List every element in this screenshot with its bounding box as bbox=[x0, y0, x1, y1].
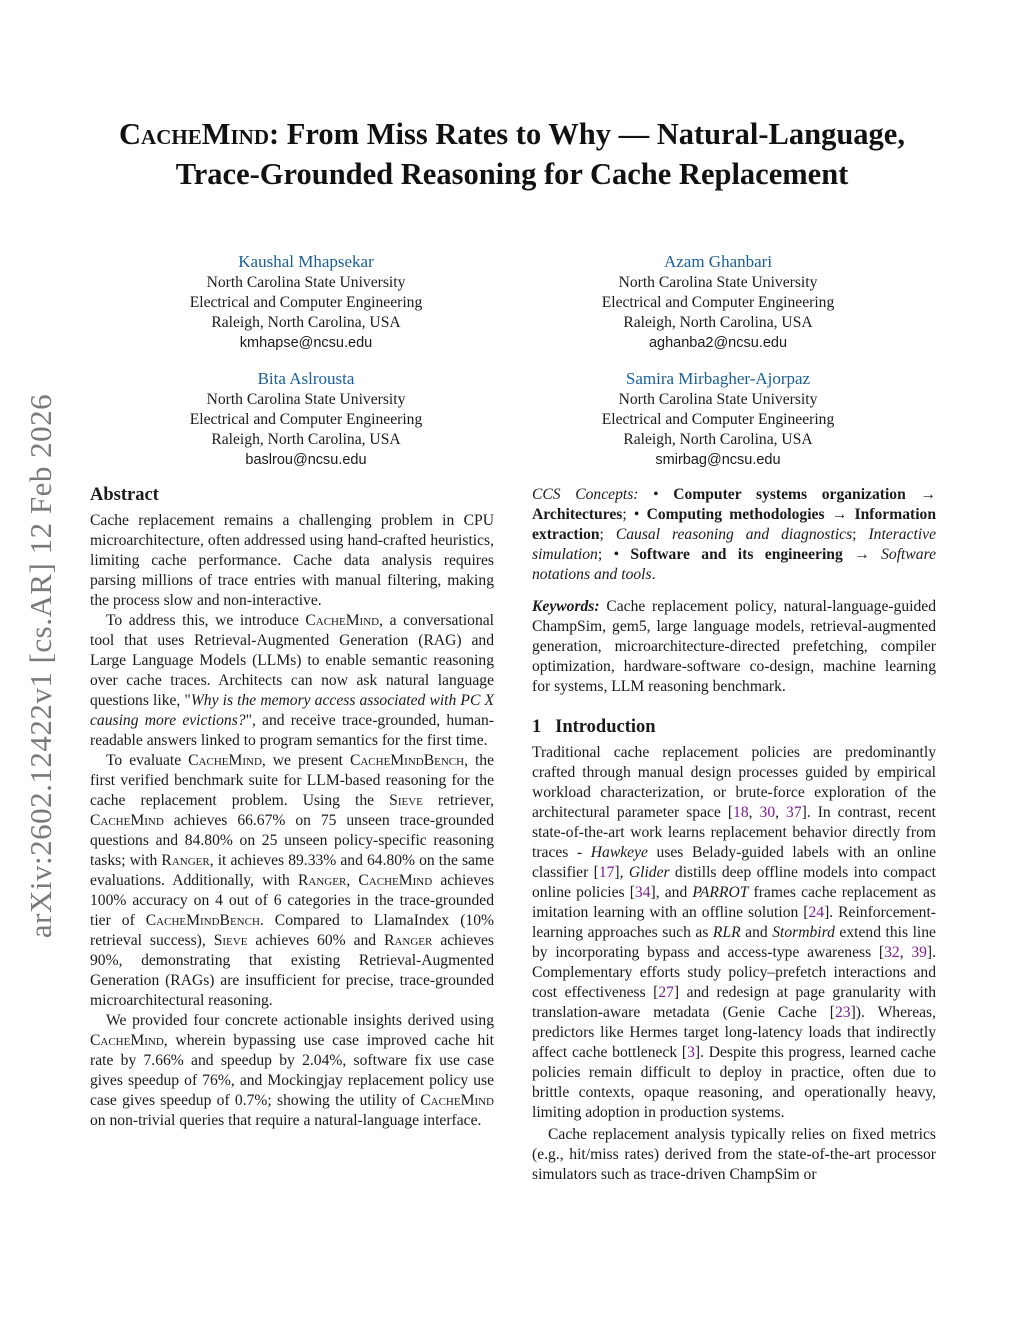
citation-link[interactable]: 30 bbox=[759, 804, 776, 821]
author-location: Raleigh, North Carolina, USA bbox=[211, 430, 401, 448]
author-location: Raleigh, North Carolina, USA bbox=[623, 313, 813, 331]
author-location: Raleigh, North Carolina, USA bbox=[211, 313, 401, 331]
title-rest: : From Miss Rates to Why — Natural-Language, Trace-Grounded Reasoning for Cache Replacement bbox=[175, 117, 905, 191]
author-block-4 bbox=[508, 369, 928, 470]
introduction-paragraph-2: Cache replacement analysis typically relies on fixed metrics (e.g., hit/miss rates) derived from the state-of-the-art processor simulators such as trace-driven ChampSim or bbox=[532, 1126, 936, 1183]
title-system-name: CacheMind bbox=[119, 117, 270, 151]
citation-link[interactable]: 18 bbox=[733, 804, 749, 821]
author-email[interactable]: aghanba2@ncsu.edu bbox=[648, 335, 788, 352]
left-column bbox=[90, 484, 494, 1131]
citation-link[interactable]: 34 bbox=[634, 884, 651, 901]
author-department: Electrical and Computer Engineering bbox=[601, 410, 835, 428]
keywords: Keywords: Cache replacement policy, natural-language-guided ChampSim, gem5, large language models, retrieval-augmented generation, microarchitecture-directed prefetching, compiler optimization, hardware-software co-design, machine learning for systems, LLM reasoning benchmark. bbox=[532, 598, 936, 695]
introduction-paragraph-1: Traditional cache replacement policies are predominantly crafted through manual design processes guided by empirical workload characterization, or brute-force exploration of the architectural parameter space [18, 30, 37]. In contrast, recent state-of-the-art work learns replacement behavior directly from traces - Hawkeye uses Belady-guided labels with an online classifier [17], Glider distills deep offline models into compact online policies [34], and PARROT frames cache replacement as imitation learning with an offline solution [24]. Reinforcement-learning approaches such as RLR and Stormbird extend this line by incorporating bypass and access-type awareness [32, 39]. Complementary efforts study policy–prefetch interactions and cost effectiveness [27] and redesign at page granularity with translation-aware metadata (Genie Cache [23]). Whereas, predictors like Hermes target long-latency loads that indirectly affect cache bottleneck [3]. Despite this progress, learned cache policies remain difficult to deploy in practice, often due to brittle contexts, opaque reasoning, and operationally heavy, limiting adoption in production systems. bbox=[532, 744, 937, 1121]
abstract-paragraph-3: To evaluate CacheMind, we present CacheMindBench, the first verified benchmark suite for LLM-based reasoning for the cache replacement problem. Using the Sieve retriever, CacheMind achieves 66.67% on 75 unseen trace-grounded questions and 84.80% on 25 unseen policy-specific reasoning tasks; with Ranger, it achieves 89.33% and 64.80% on the same evaluations. Additionally, with Ranger, CacheMind achieves 100% accuracy on 4 out of 6 categories in the trace-grounded tier of CacheMindBench. Compared to LlamaIndex (10% retrieval success), Sieve achieves 60% and Ranger achieves 90%, demonstrating that existing Retrieval-Augmented Generation (RAGs) are insufficient for precise, trace-grounded microarchitectural reasoning. bbox=[90, 752, 495, 1009]
italic-term: PARROT bbox=[692, 884, 749, 901]
author-block-2 bbox=[508, 252, 928, 353]
ccs-concepts: CCS Concepts: • Computer systems organization → Architectures; • Computing methodologies → Information extraction; Causal reasoning and diagnostics; Interactive simulation; • Software and its engineering → Software notations and tools. bbox=[532, 486, 936, 583]
author-block-1 bbox=[96, 252, 516, 353]
author-email[interactable]: kmhapse@ncsu.edu bbox=[239, 335, 373, 352]
author-name[interactable]: Bita Aslrousta bbox=[257, 369, 355, 388]
author-affiliation: North Carolina State University bbox=[206, 390, 406, 408]
introduction-heading: 1 Introduction bbox=[532, 717, 656, 737]
citation-link[interactable]: 32 bbox=[884, 944, 900, 961]
author-affiliation: North Carolina State University bbox=[618, 273, 818, 291]
author-department: Electrical and Computer Engineering bbox=[189, 410, 423, 428]
italic-term: RLR bbox=[712, 924, 741, 941]
author-department: Electrical and Computer Engineering bbox=[601, 293, 835, 311]
author-department: Electrical and Computer Engineering bbox=[189, 293, 423, 311]
italic-term: Hawkeye bbox=[590, 844, 648, 861]
author-name[interactable]: Samira Mirbagher-Ajorpaz bbox=[625, 369, 811, 388]
citation-link[interactable]: 3 bbox=[687, 1044, 695, 1061]
arxiv-sidebar bbox=[6, 372, 76, 960]
citation-link[interactable]: 39 bbox=[911, 944, 927, 961]
arxiv-identifier: arXiv:2602.12422v1 [cs.AR] 12 Feb 2026 bbox=[23, 393, 58, 939]
author-name[interactable]: Kaushal Mhapsekar bbox=[238, 252, 374, 271]
italic-term: Stormbird bbox=[772, 924, 835, 941]
author-name[interactable]: Azam Ghanbari bbox=[663, 252, 773, 271]
author-location: Raleigh, North Carolina, USA bbox=[623, 430, 813, 448]
citation-link[interactable]: 27 bbox=[658, 984, 674, 1001]
author-block-3 bbox=[96, 369, 516, 470]
citation-link[interactable]: 24 bbox=[808, 904, 825, 921]
author-affiliation: North Carolina State University bbox=[206, 273, 406, 291]
italic-term: Glider bbox=[628, 864, 670, 881]
citation-link[interactable]: 23 bbox=[835, 1004, 851, 1021]
abstract-paragraph-4: We provided four concrete actionable insights derived using CacheMind, wherein bypassing use case improved cache hit rate by 7.66% and speedup by 2.04%, software fix use case gives speedup of 76%, and Mockingjay replacement policy use case gives speedup of 0.7%; showing the utility of CacheMind on non-trivial queries that require a natural-language interface. bbox=[90, 1012, 494, 1129]
citation-link[interactable]: 37 bbox=[786, 804, 802, 821]
right-column bbox=[532, 485, 936, 1185]
abstract-heading: Abstract bbox=[90, 485, 159, 505]
author-email[interactable]: baslrou@ncsu.edu bbox=[245, 452, 367, 469]
abstract-paragraph-2: To address this, we introduce CacheMind, a conversational tool that uses Retrieval-Augmented Generation (RAG) and Large Language Models (LLMs) to enable semantic reasoning over cache traces. Architects can now ask natural language questions like, "Why is the memory access associated with PC X causing more evictions?", and receive trace-grounded, human-readable answers linked to program semantics for the first time. bbox=[90, 612, 495, 749]
paper-title bbox=[90, 114, 934, 194]
author-email[interactable]: smirbag@ncsu.edu bbox=[655, 452, 781, 469]
abstract-paragraph-1: Cache replacement remains a challenging problem in CPU microarchitecture, often addressed using hand-crafted heuristics, limiting cache performance. Cache data analysis requires parsing millions of trace entries with manual filtering, making the process slow and non-interactive. bbox=[90, 512, 494, 609]
author-affiliation: North Carolina State University bbox=[618, 390, 818, 408]
citation-link[interactable]: 17 bbox=[598, 864, 615, 881]
